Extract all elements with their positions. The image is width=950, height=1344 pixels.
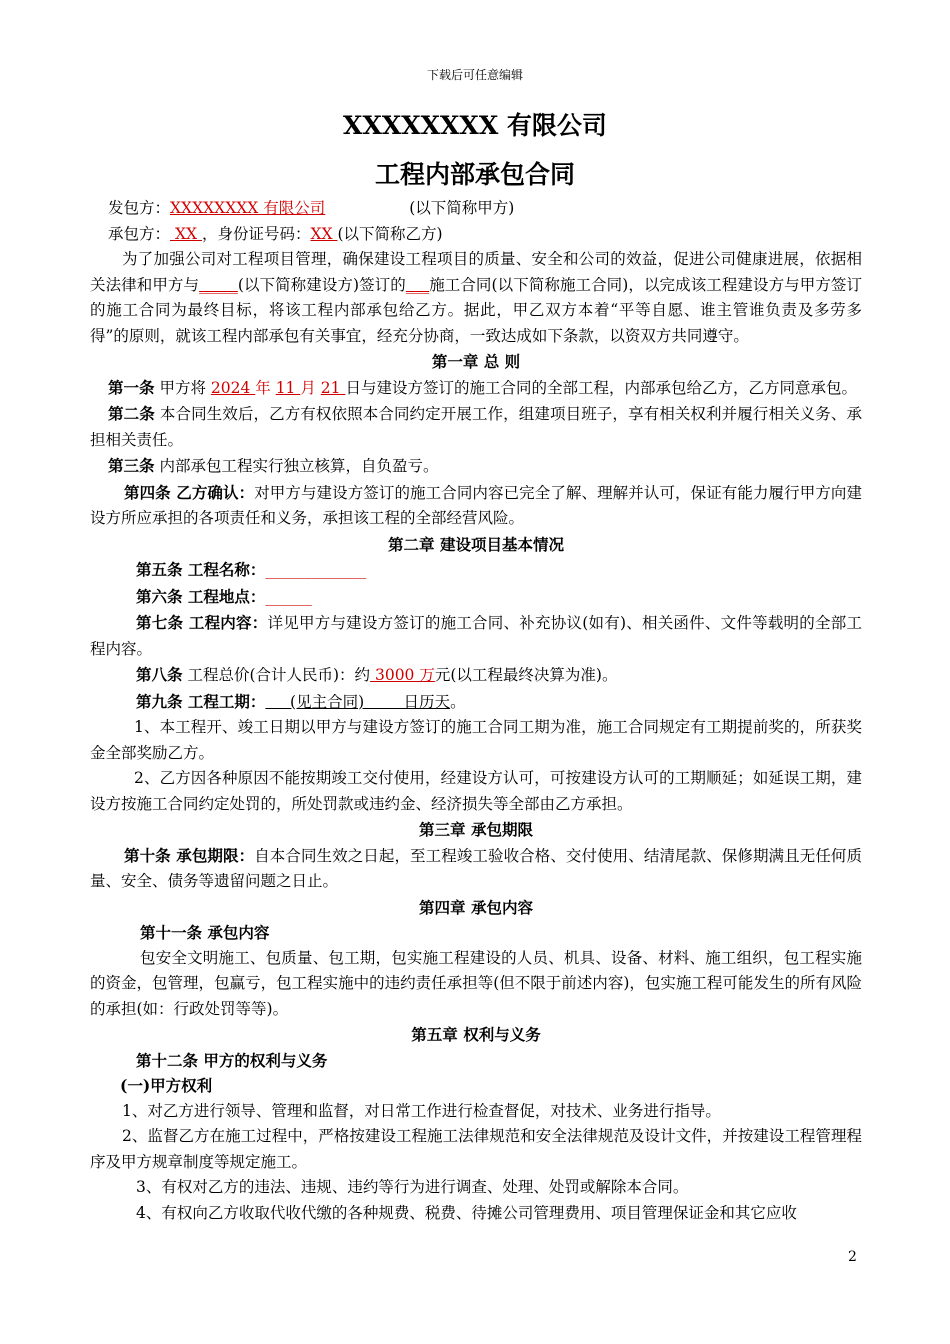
article-9-post: 。 (450, 692, 466, 711)
party-b-name: XX (170, 224, 202, 243)
intro-blank-1: _____ (199, 275, 238, 294)
article-10 (90, 843, 862, 895)
party-a-name: XXXXXXXX 有限公司 (170, 199, 326, 217)
article-10-text: 自本合同生效之日起，至工程竣工验收合格、交付使用、结清尾款、保修期满且无任何质量、安全、债务等遗留问题之日止。 (90, 846, 862, 890)
article-1-day: 21 (320, 378, 346, 397)
article-9 (90, 689, 862, 716)
article-8 (90, 662, 862, 689)
article-2 (90, 401, 862, 453)
right-4: 4、有权向乙方收取代收代缴的各种规费、税费、待摊公司管理费用、项目管理保证金和其它应收 (136, 1203, 797, 1222)
company-title: XXXXXXXX 有限公司 (343, 111, 607, 140)
article-6-label: 第六条 工程地点： (136, 586, 266, 606)
right-1: 1、对乙方进行领导、管理和监督，对日常工作进行检查督促，对技术、业务进行指导。 (122, 1101, 721, 1120)
article-3-text: 内部承包工程实行独立核算，自负盈亏。 (154, 457, 439, 475)
article-4-label: 第四条 乙方确认： (124, 482, 255, 502)
contract-title: 工程内部承包合同 (374, 160, 575, 189)
article-9-label: 第九条 工程工期： (136, 691, 266, 711)
page-header: 下载后可任意编辑 (426, 68, 523, 82)
article-12-label: 第十二条 甲方的权利与义务 (136, 1050, 328, 1070)
article-8-pre: 工程总价(合计人民币)：约 (182, 666, 371, 684)
section-party-a-rights: (一)甲方权利 (120, 1076, 213, 1095)
article-1-year: 2024 (210, 378, 256, 397)
article-8-amount: 3000 万 (370, 666, 435, 684)
article-1-label: 第一条 (108, 377, 155, 397)
article-6-blank: ______ (265, 587, 312, 606)
contract-body (90, 196, 862, 1226)
party-a-label: 发包方： (108, 199, 171, 217)
article-4 (90, 480, 862, 532)
month-char: 月 (300, 378, 321, 397)
article-11-label: 第十一条 承包内容 (140, 923, 270, 942)
chapter-5-heading: 第五章 权利与义务 (411, 1025, 541, 1044)
article-1-pre: 甲方将 (154, 378, 211, 397)
right-3: 3、有权对乙方的违法、违规、违约等行为进行调查、处理、处罚或解除本合同。 (136, 1178, 689, 1196)
party-b-line (90, 222, 862, 248)
party-a-note: (以下简称甲方) (409, 199, 515, 217)
chapter-2-heading: 第二章 建设项目基本情况 (388, 534, 564, 554)
chapter-3-heading: 第三章 承包期限 (419, 820, 533, 839)
article-3-label: 第三条 (108, 456, 155, 475)
article-8-post: 元(以工程最终决算为准)。 (434, 666, 618, 684)
article-7-text: 详见甲方与建设方签订的施工合同、补充协议(如有)、相关函件、文件等载明的全部工程内容。 (90, 614, 862, 658)
intro-paragraph (90, 247, 862, 349)
article-4-text: 对甲方与建设方签订的施工合同内容已完全了解、理解并认可，保证有能力履行甲方向建设方所应承担的各项责任和义务，承担该工程的全部经营风险。 (90, 483, 862, 527)
page-number: 2 (848, 1249, 857, 1265)
article-7 (90, 610, 862, 662)
chapter-4-heading: 第四章 承包内容 (419, 897, 533, 917)
article-8-label: 第八条 (136, 665, 183, 684)
article-1-month: 11 (275, 378, 301, 397)
article-10-label: 第十条 承包期限： (124, 845, 255, 865)
article-2-text: 本合同生效后，乙方有权依照本合同约定开展工作，组建项目班子，享有相关权利并履行相关义务、承担相关责任。 (90, 405, 862, 449)
article-11-text: 包安全文明施工、包质量、包工期，包实施工程建设的人员、机具、设备、材料、施工组织，包工程实施的资金，包管理，包赢亏，包工程实施中的违约责任承担等(但不限于前述内容)，包实施工程可能发生的所有风险的承担(如：行政处罚等等)。 (90, 948, 862, 1018)
article-1-post: 日与建设方签订的施工合同的全部工程，内部承包给乙方，乙方同意承包。 (345, 378, 857, 397)
party-a-line (90, 196, 862, 222)
article-5-blank: _____________ (265, 561, 367, 579)
article-5 (90, 557, 862, 584)
chapter-1-heading: 第一章 总 则 (431, 352, 521, 371)
id-label: ，身份证号码： (201, 224, 311, 243)
year-char: 年 (255, 378, 276, 397)
article-9-blank: (见主合同) 日历天 (265, 692, 451, 711)
article-9-item-2: 2、乙方因各种原因不能按期竣工交付使用，经建设方认可，可按建设方认可的工期顺延；如延误工期，建设方按施工合同约定处罚的，所处罚款或违约金、经济损失等全部由乙方承担。 (90, 769, 862, 813)
id-number: XX (310, 224, 338, 243)
intro-text-2: (以下简称建设方)签订的 (237, 275, 406, 294)
article-6 (90, 584, 862, 611)
article-5-label: 第五条 工程名称： (136, 560, 266, 579)
intro-blank-2: ___ (405, 275, 430, 294)
intro-text-3: 施工合同(以下简称施工合同)，以完成该工程建设方与甲方签订的施工合同为最终目标，将该工程内部承包给乙方。据此，甲乙双方本着“平等自愿、谁主管谁负责及多劳多得”的原则，就该工程内部承包有关事宜，经充分协商，一致达成如下条款，以资双方共同遵守。 (90, 275, 862, 345)
article-9-item-1: 1、本工程开、竣工日期以甲方与建设方签订的施工合同工期为准，施工合同规定有工期提前奖的，所获奖金全部奖励乙方。 (90, 718, 862, 762)
article-7-label: 第七条 工程内容： (136, 613, 268, 632)
article-3 (90, 453, 862, 480)
article-2-label: 第二条 (108, 404, 155, 423)
right-2: 2、监督乙方在施工过程中，严格按建设工程施工法律规范和安全法律规范及设计文件，并按建设工程管理程序及甲方规章制度等规定施工。 (90, 1127, 862, 1171)
party-b-label: 承包方： (108, 224, 171, 243)
intro-text-1: 为了加强公司对工程项目管理，确保建设工程项目的质量、安全和公司的效益，促进公司健康进展，依据相关法律和甲方与 (90, 250, 862, 294)
article-1 (90, 375, 862, 402)
party-b-note: (以下简称乙方) (337, 224, 443, 243)
